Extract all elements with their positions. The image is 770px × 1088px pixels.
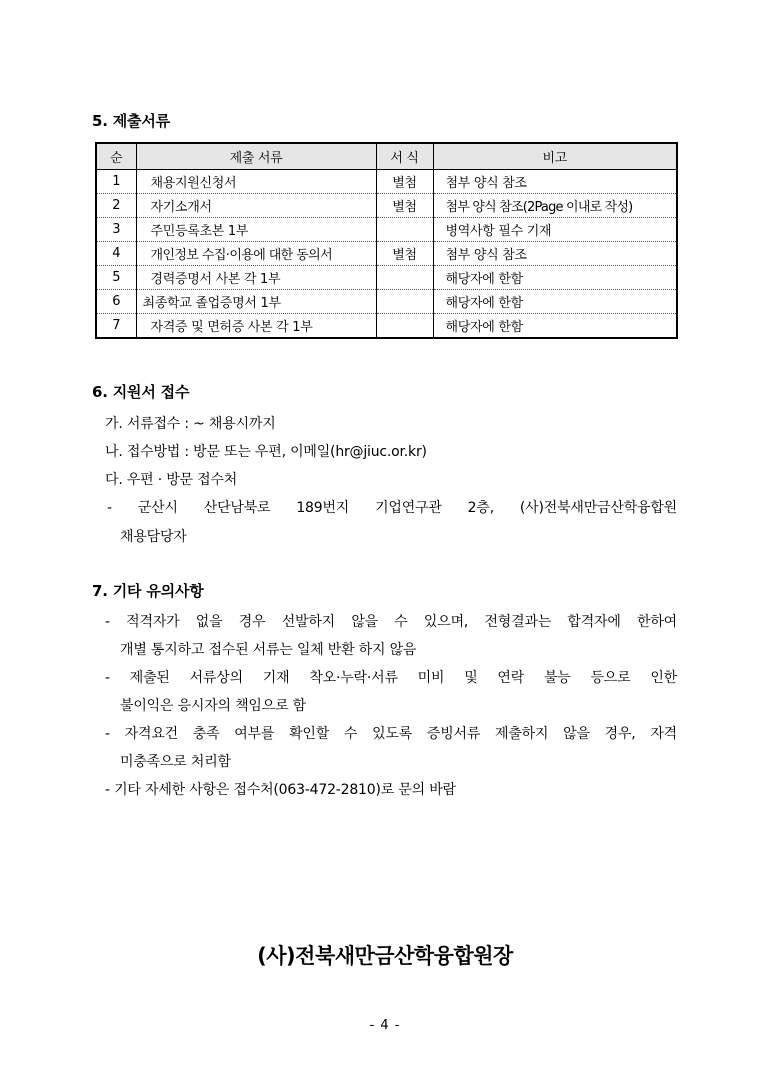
cell-note: 해당자에 한함 [433,314,677,339]
cell-document: 채용지원신청서 [136,170,376,194]
table-row [96,242,677,266]
cell-no: 2 [96,194,136,218]
organization-signature: (사)전북새만금산학융합원장 [257,944,513,968]
cell-note: 첨부 양식 참조 [433,170,677,194]
notice-item-1-line-2: 개별 통지하고 접수된 서류는 일체 반환 하지 않음 [120,642,417,658]
cell-no: 4 [96,242,136,266]
receipt-place: 다. 우편 · 방문 접수처 [105,472,238,488]
header-no: 순 [96,143,136,170]
cell-no: 1 [112,174,121,189]
table-header-row [96,143,677,170]
header-form: 서 식 [376,143,433,170]
cell-note: 첨부 양식 참조 [433,242,677,266]
cell-note: 해당자에 한함 [433,290,677,314]
page-number: - 4 - [369,1018,401,1033]
table-row [96,266,677,290]
notice-item-3-line-2: 미충족으로 처리함 [120,754,231,770]
header-note: 비고 [433,143,677,170]
notice-item-2-line-1: - 제출된 서류상의 기재 착오·누락·서류 미비 및 연락 불능 등으로 인한 [105,670,677,686]
notice-item-4: - 기타 자세한 사항은 접수처(063-472-2810)로 문의 바람 [105,782,456,798]
cell-form: 별첨 [376,194,433,218]
notice-item-2-line-2: 불이익은 응시자의 책임으로 함 [120,698,306,714]
cell-note: 첨부 양식 참조(2Page 이내로 작성) [433,194,677,218]
cell-note: 병역사항 필수 기재 [433,218,677,242]
cell-no: 5 [96,266,136,290]
cell-form: 별첨 [376,170,433,194]
section-5-title: 5. 제출서류 [92,112,170,130]
cell-no: 7 [96,314,136,339]
table-row [96,314,677,339]
cell-document: 최종학교 졸업증명서 1부 [136,290,376,314]
table-row [96,218,677,242]
notice-item-3-line-1: - 자격요건 충족 여부를 확인할 수 있도록 증빙서류 제출하지 않을 경우, 자격 [105,726,677,742]
cell-form [376,266,433,290]
cell-form: 별첨 [376,242,433,266]
cell-form [376,218,433,242]
section-7-title: 7. 기타 유의사항 [92,582,204,600]
receipt-period: 가. 서류접수 : ~ 채용시까지 [105,416,276,432]
table-row [96,194,677,218]
cell-note: 해당자에 한함 [433,266,677,290]
cell-document: 개인정보 수집·이용에 대한 동의서 [136,242,376,266]
header-document: 제출 서류 [136,143,376,170]
cell-no: 6 [96,290,136,314]
cell-document: 자기소개서 [136,194,376,218]
cell-document: 경력증명서 사본 각 1부 [136,266,376,290]
section-6-title: 6. 지원서 접수 [92,383,190,401]
notice-item-1-line-1: - 적격자가 없을 경우 선발하지 않을 수 있으며, 전형결과는 합격자에 한하여 [105,614,677,630]
receipt-contact: 채용담당자 [120,529,187,545]
cell-document: 자격증 및 면허증 사본 각 1부 [136,314,376,339]
cell-no: 3 [96,218,136,242]
receipt-address: - 군산시 산단남북로 189번지 기업연구관 2층, (사)전북새만금산학융합원 [107,500,677,516]
submission-documents-table [95,142,678,339]
cell-form [376,290,433,314]
receipt-method: 나. 접수방법 : 방문 또는 우편, 이메일(hr@jiuc.or.kr) [105,444,427,460]
cell-document: 주민등록초본 1부 [136,218,376,242]
table-row [96,170,677,194]
table-row [96,290,677,314]
cell-form [376,314,433,339]
